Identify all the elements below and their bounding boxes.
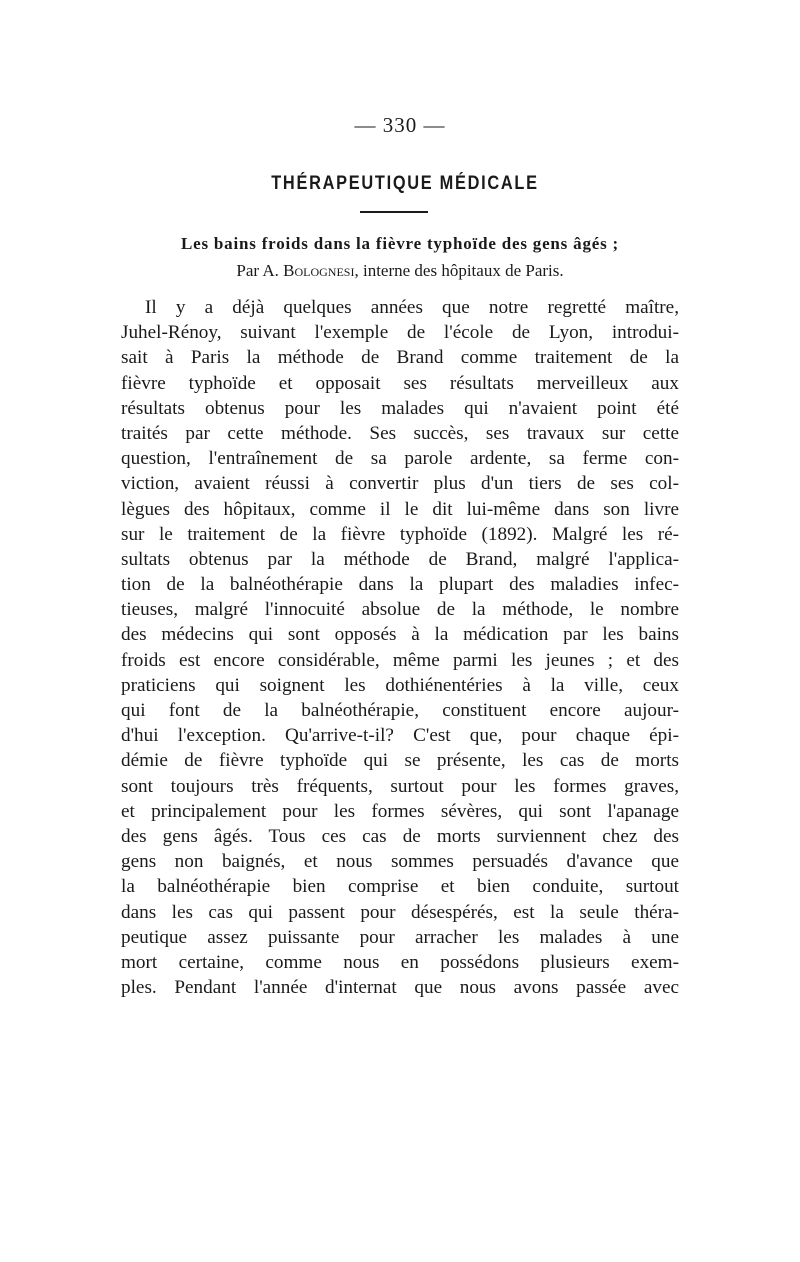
article-title: Les bains froids dans la fièvre typhoïde des gens âgés ; (180, 234, 620, 253)
body-line: praticiens qui soignent les dothiénentéries à la ville, ceux (121, 674, 679, 696)
body-line: question, l'entraînement de sa parole ardente, sa ferme con- (121, 448, 679, 470)
body-line: Juhel-Rénoy, suivant l'exemple de l'école de Lyon, introdui- (121, 322, 679, 344)
title-rule (360, 211, 428, 213)
body-line: démie de fièvre typhoïde qui se présente, les cas de morts (121, 750, 679, 772)
body-line: viction, avaient réussi à convertir plus d'un tiers de ses col- (121, 473, 679, 495)
section-title: THÉRAPEUTIQUE MÉDICALE (271, 173, 539, 194)
body-line: dans les cas qui passent pour désespérés, est la seule théra- (121, 901, 679, 923)
body-line: lègues des hôpitaux, comme il le dit lui-même dans son livre (121, 498, 679, 520)
body-line: fièvre typhoïde et opposait ses résultats merveilleux aux (121, 372, 679, 394)
byline-author: Bolognesi (283, 261, 355, 280)
body-line: d'hui l'exception. Qu'arrive-t-il? C'est que, pour chaque épi- (121, 725, 679, 747)
body-line: tieuses, malgré l'innocuité absolue de la méthode, le nombre (121, 599, 679, 621)
body-line: la balnéothérapie bien comprise et bien conduite, surtout (121, 876, 679, 898)
body-line: ples. Pendant l'année d'internat que nous avons passée avec (121, 977, 679, 999)
body-line: des médecins qui sont opposés à la médication par les bains (121, 624, 679, 646)
byline-prefix: Par A. (236, 261, 284, 280)
byline-suffix: , interne des hôpitaux de Paris. (354, 261, 564, 280)
body-line: Il y a déjà quelques années que notre regretté maître, (145, 297, 679, 318)
body-line: traités par cette méthode. Ses succès, ses travaux sur cette (121, 422, 679, 444)
body-line: tion de la balnéothérapie dans la plupart des maladies infec- (121, 574, 679, 596)
page-number: — 330 — (354, 113, 446, 137)
body-line: gens non baignés, et nous sommes persuadés d'avance que (121, 851, 679, 873)
body-line: froids est encore considérable, même parmi les jeunes ; et des (121, 649, 679, 671)
body-line: mort certaine, comme nous en possédons plusieurs exem- (121, 951, 679, 973)
body-line: peutique assez puissante pour arracher les malades à une (121, 926, 679, 948)
body-line: qui font de la balnéothérapie, constituent encore aujour- (121, 700, 679, 721)
body-line: résultats obtenus pour les malades qui n'avaient point été (121, 397, 679, 419)
byline (0, 261, 800, 281)
body-line: et principalement pour les formes sévères, qui sont l'apanage (121, 800, 679, 822)
body-line: sur le traitement de la fièvre typhoïde (1892). Malgré les ré- (121, 523, 679, 545)
body-line: sont toujours très fréquents, surtout pour les formes graves, (121, 775, 679, 797)
body-text (121, 295, 679, 1000)
body-line: sait à Paris la méthode de Brand comme traitement de la (121, 347, 679, 369)
body-line: sultats obtenus par la méthode de Brand, malgré l'applica- (121, 548, 679, 570)
body-line: des gens âgés. Tous ces cas de morts surviennent chez des (121, 825, 679, 847)
